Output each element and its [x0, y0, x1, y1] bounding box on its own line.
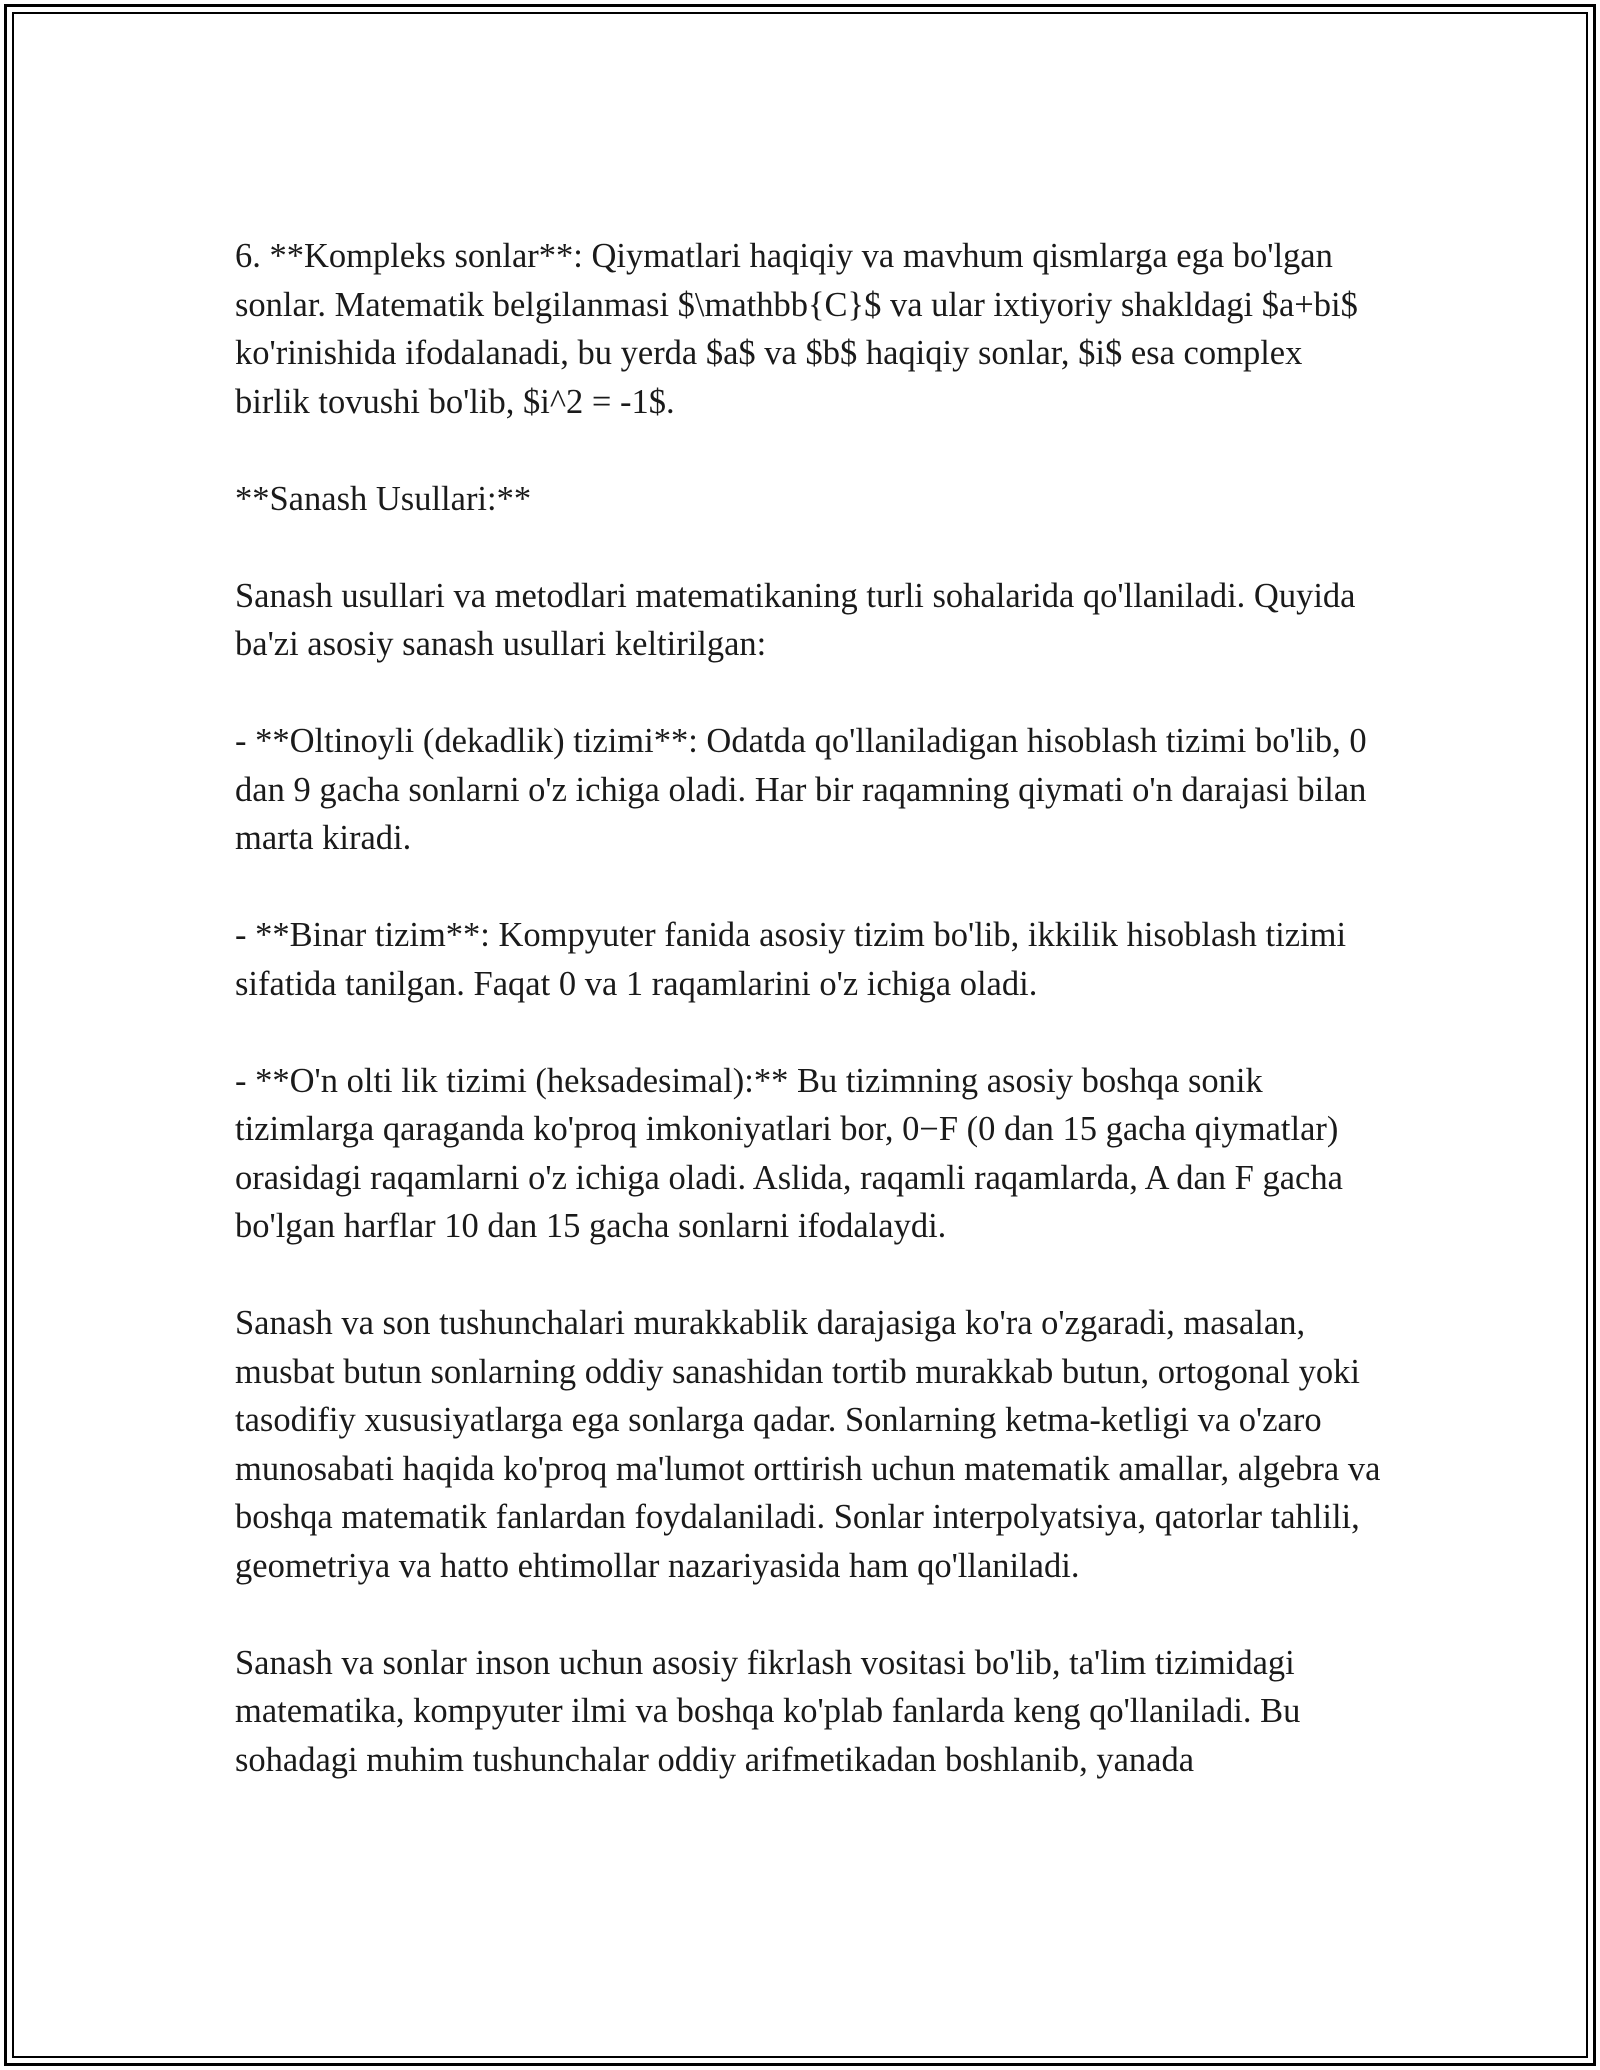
paragraph-conclusion: Sanash va sonlar inson uchun asosiy fikrlash vositasi bo'lib, ta'lim tizimidagi matematika, kompyuter ilmi va boshqa ko'plab fanlarda keng qo'llaniladi. Bu sohadagi muhim tushunchalar oddiy arifmetikadan boshlanib, yanada: [235, 1643, 1301, 1779]
document-body: [235, 232, 1385, 1784]
paragraph-complex-numbers: 6. **Kompleks sonlar**: Qiymatlari haqiqiy va mavhum qismlarga ega bo'lgan sonlar. Matematik belgilanmasi $\mathbb{C}$ va ular ixtiyoriy shakldagi $a+bi$ ko'rinishida ifodalanadi, bu yerda $a$ va $b$ haqiqiy sonlar, $i$ esa complex birlik tovushi bo'lib, $i^2 = -1$.: [235, 237, 1358, 421]
paragraph-number-concepts: Sanash va son tushunchalari murakkablik darajasiga ko'ra o'zgaradi, masalan, musbat butun sonlarning oddiy sanashidan tortib murakkab butun, ortogonal yoki tasodifiy xususiyatlarga ega sonlarga qadar. Sonlarning ketma-ketligi va o'zaro munosabati haqida ko'proq ma'lumot orttirish uchun matematik amallar, algebra va boshqa matematik fanlardan foydalaniladi. Sonlar interpolyatsiya, qatorlar tahlili, geometriya va hatto ehtimollar nazariyasida ham qo'llaniladi.: [235, 1304, 1381, 1585]
list-item-binary-system: - **Binar tizim**: Kompyuter fanida asosiy tizim bo'lib, ikkilik hisoblash tizimi sifatida tanilgan. Faqat 0 va 1 raqamlarini o'z ichiga oladi.: [235, 916, 1347, 1003]
heading-counting-methods: **Sanash Usullari:**: [235, 479, 532, 518]
paragraph-counting-intro: Sanash usullari va metodlari matematikaning turli sohalarida qo'llaniladi. Quyida ba'zi asosiy sanash usullari keltirilgan:: [235, 576, 1356, 663]
list-item-hexadecimal-system: - **O'n olti lik tizimi (heksadesimal):** Bu tizimning asosiy boshqa sonik tizimlarga qaraganda ko'proq imkoniyatlari bor, 0−F (0 dan 15 gacha qiymatlar) orasidagi raqamlarni o'z ichiga oladi. Aslida, raqamli raqamlarda, A dan F gacha bo'lgan harflar 10 dan 15 gacha sonlarni ifodalaydi.: [235, 1061, 1343, 1245]
list-item-decimal-system: - **Oltinoyli (dekadlik) tizimi**: Odatda qo'llaniladigan hisoblash tizimi bo'lib, 0 dan 9 gacha sonlarni o'z ichiga oladi. Har bir raqamning qiymati o'n darajasi bilan marta kiradi.: [235, 722, 1367, 857]
